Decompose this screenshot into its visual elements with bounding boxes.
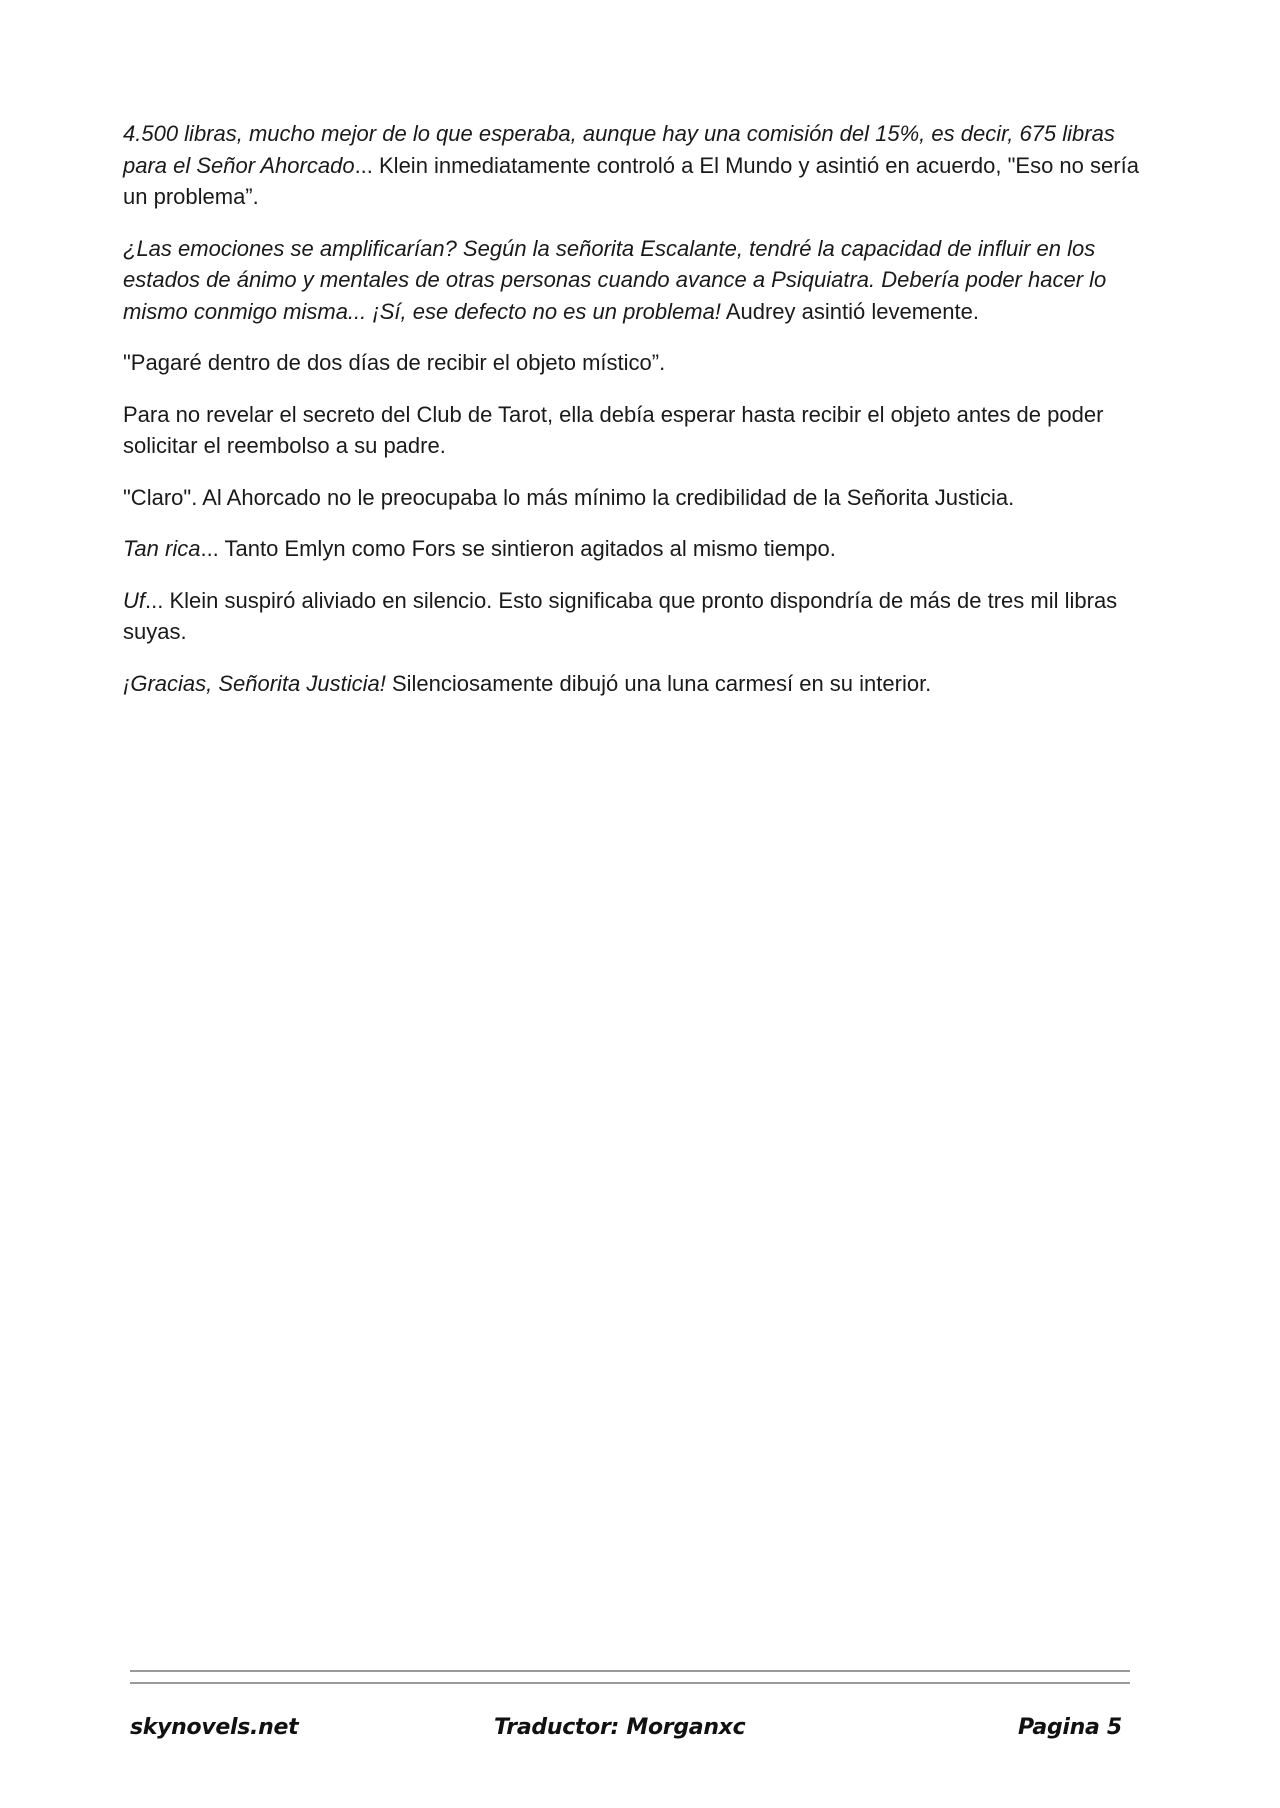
- paragraph-8: [123, 668, 1143, 700]
- paragraph-3-text: "Pagaré dentro de dos días de recibir el objeto místico”.: [123, 350, 666, 375]
- paragraph-1-text: ... Klein inmediatamente controló a El Mundo y asintió en acuerdo, "Eso no sería un problema”.: [123, 152, 1139, 209]
- paragraph-4: [123, 399, 1143, 462]
- paragraph-6: [123, 533, 1143, 565]
- paragraph-7-italic: Uf: [123, 587, 145, 613]
- paragraph-8-text: Silenciosamente dibujó una luna carmesí en su interior.: [385, 670, 932, 696]
- footer-divider-top: [130, 1670, 1130, 1672]
- footer-page-number: Pagina 5: [1018, 1715, 1122, 1740]
- paragraph-7-text: ... Klein suspiró aliviado en silencio. Esto significaba que pronto dispondría de más de tres mil libras suyas.: [123, 587, 1118, 644]
- document-body: [123, 118, 1143, 719]
- paragraph-7: [123, 585, 1143, 648]
- paragraph-4-text: Para no revelar el secreto del Club de Tarot, ella debía esperar hasta recibir el objeto antes de poder solicitar el reembolso a su padre.: [123, 401, 1104, 458]
- paragraph-6-text: ... Tanto Emlyn como Fors se sintieron agitados al mismo tiempo.: [200, 536, 836, 561]
- paragraph-5-text: "Claro". Al Ahorcado no le preocupaba lo más mínimo la credibilidad de la Señorita Justicia.: [123, 484, 1015, 510]
- paragraph-5: [123, 482, 1143, 514]
- paragraph-2: [123, 233, 1143, 328]
- footer-translator: Traductor: Morganxc: [494, 1715, 746, 1740]
- paragraph-1-italic: 4.500 libras, mucho mejor de lo que esperaba, aunque hay una comisión del 15%, es decir, 675 libras para el Señor Ahorcado: [123, 121, 1115, 178]
- paragraph-3: [123, 347, 1143, 379]
- paragraph-2-italic: ¿Las emociones se amplificarían? Según la señorita Escalante, tendré la capacidad de influir en los estados de ánimo y mentales de otras personas cuando avance a Psiquiatra. Debería poder hacer lo mismo conmigo misma... ¡Sí, ese defecto no es un problema!: [123, 235, 1107, 324]
- footer-divider-bottom: [130, 1682, 1130, 1684]
- paragraph-8-italic: ¡Gracias, Señorita Justicia!: [123, 670, 386, 696]
- paragraph-2-text: Audrey asintió levemente.: [720, 298, 979, 324]
- paragraph-6-italic: Tan rica: [123, 536, 201, 561]
- footer-site: skynovels.net: [130, 1715, 299, 1740]
- paragraph-1: [123, 118, 1143, 213]
